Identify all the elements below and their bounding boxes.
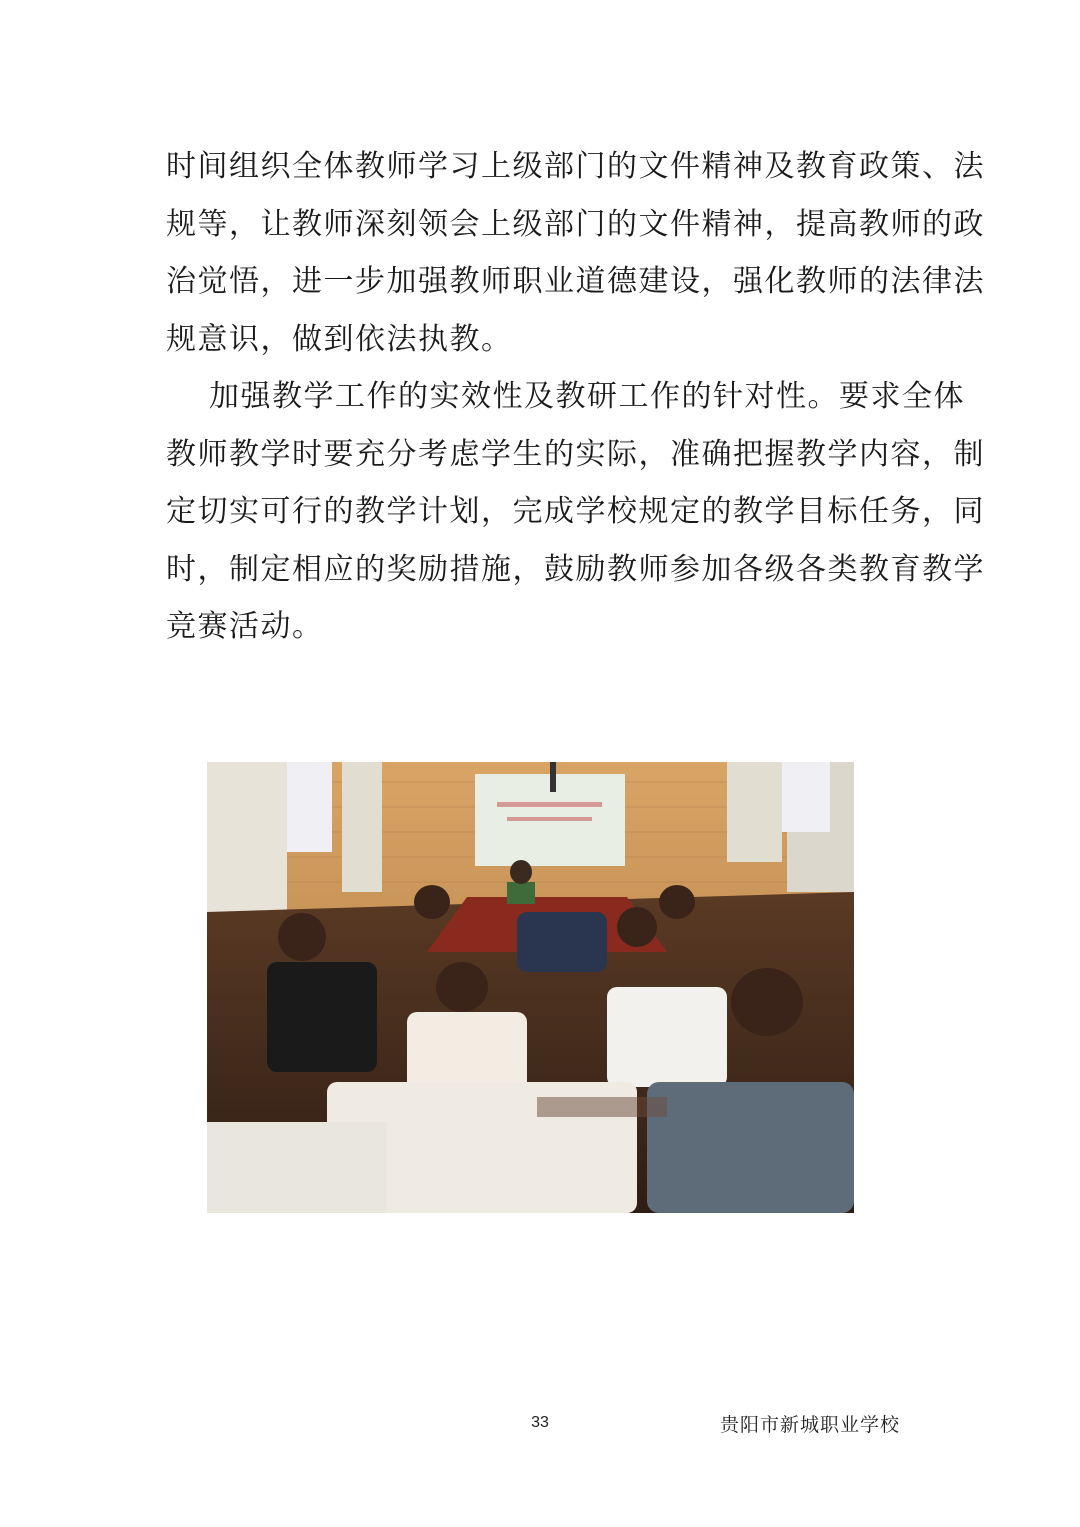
meeting-room-photo	[207, 762, 854, 1213]
text-line: 时间组织全体教师学习上级部门的文件精神及教育政策、法	[166, 149, 985, 184]
text-line: 规意识，做到依法执教。	[166, 321, 513, 357]
text-line: 竞赛活动。	[166, 609, 324, 644]
text-line: 加强教学工作的实效性及教研工作的针对性。要求全体	[209, 379, 965, 414]
text-line: 规等，让教师深刻领会上级部门的文件精神，提高教师的政	[166, 206, 985, 242]
text-line: 教师教学时要充分考虑学生的实际，准确把握教学内容，制	[166, 436, 985, 472]
text-line: 定切实可行的教学计划，完成学校规定的教学目标任务，同	[166, 494, 985, 529]
page-number: 33	[531, 1414, 549, 1431]
body-text	[166, 138, 985, 656]
text-line: 治觉悟，进一步加强教师职业道德建设，强化教师的法律法	[166, 264, 985, 299]
text-line: 时，制定相应的奖励措施，鼓励教师参加各级各类教育教学	[166, 551, 985, 587]
school-name: 贵阳市新城职业学校	[719, 1414, 900, 1436]
